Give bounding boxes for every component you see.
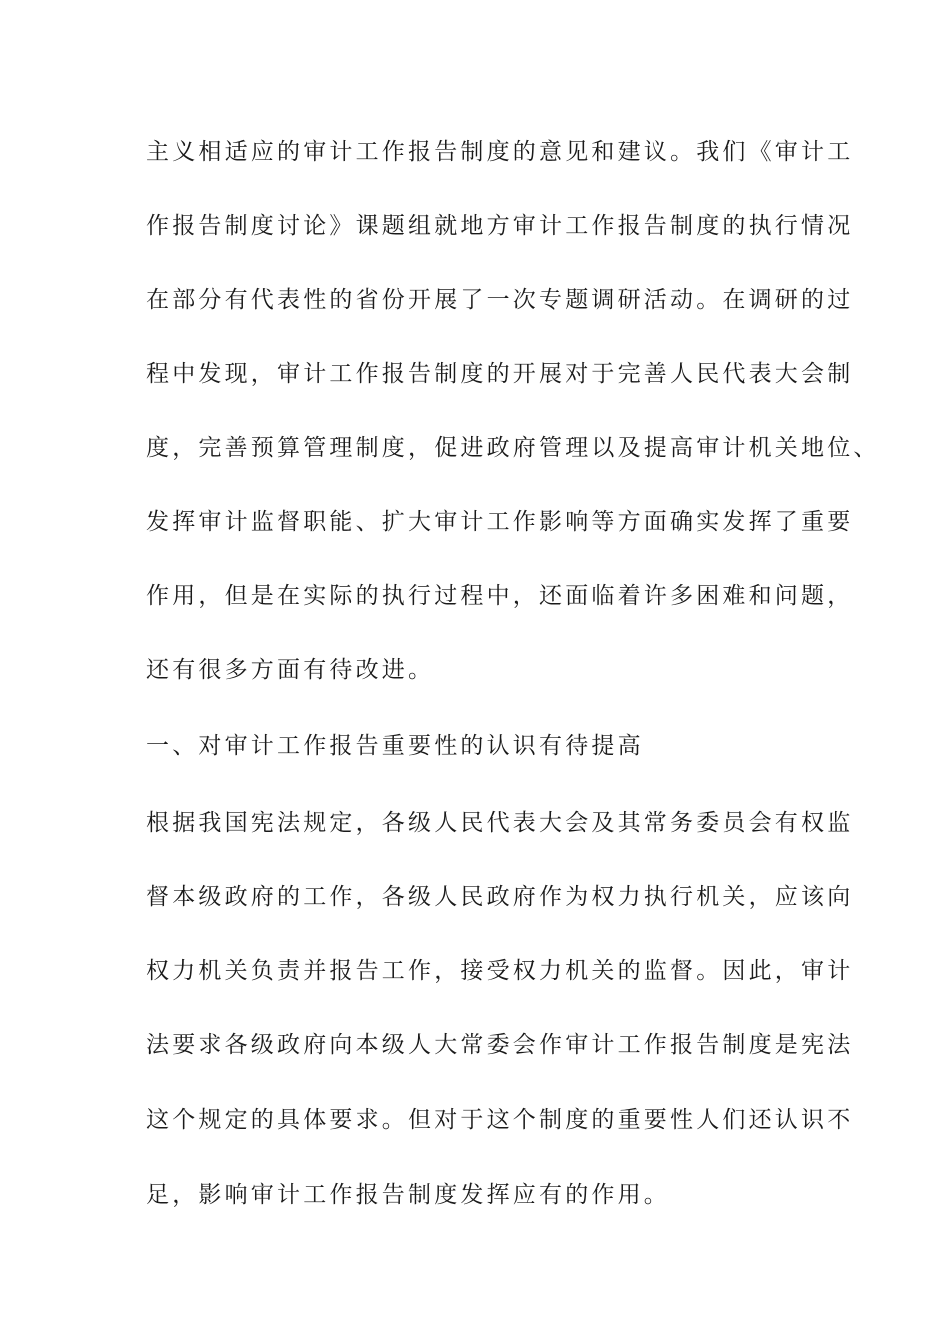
text-line: 在部分有代表性的省份开展了一次专题调研活动。在调研的过	[146, 287, 854, 313]
text-line: 程中发现，审计工作报告制度的开展对于完善人民代表大会制	[146, 361, 854, 387]
text-line: 这个规定的具体要求。但对于这个制度的重要性人们还认识不	[146, 1107, 854, 1133]
text-line: 作报告制度讨论》课题组就地方审计工作报告制度的执行情况	[146, 213, 854, 239]
text-line: 权力机关负责并报告工作，接受权力机关的监督。因此，审计	[146, 958, 854, 984]
text-line: 主义相适应的审计工作报告制度的意见和建议。我们《审计工	[146, 139, 854, 165]
text-line: 督本级政府的工作，各级人民政府作为权力执行机关，应该向	[146, 884, 854, 910]
text-line: 发挥审计监督职能、扩大审计工作影响等方面确实发挥了重要	[146, 509, 854, 535]
text-line: 作用，但是在实际的执行过程中，还面临着许多困难和问题，	[146, 583, 854, 609]
text-line: 度，完善预算管理制度，促进政府管理以及提高审计机关地位、	[146, 435, 880, 461]
section-heading: 一、对审计工作报告重要性的认识有待提高	[146, 733, 644, 759]
text-line: 还有很多方面有待改进。	[146, 657, 435, 683]
text-line: 足，影响审计工作报告制度发挥应有的作用。	[146, 1182, 670, 1208]
text-line: 法要求各级政府向本级人大常委会作审计工作报告制度是宪法	[146, 1032, 854, 1058]
text-line: 根据我国宪法规定，各级人民代表大会及其常务委员会有权监	[146, 810, 854, 836]
